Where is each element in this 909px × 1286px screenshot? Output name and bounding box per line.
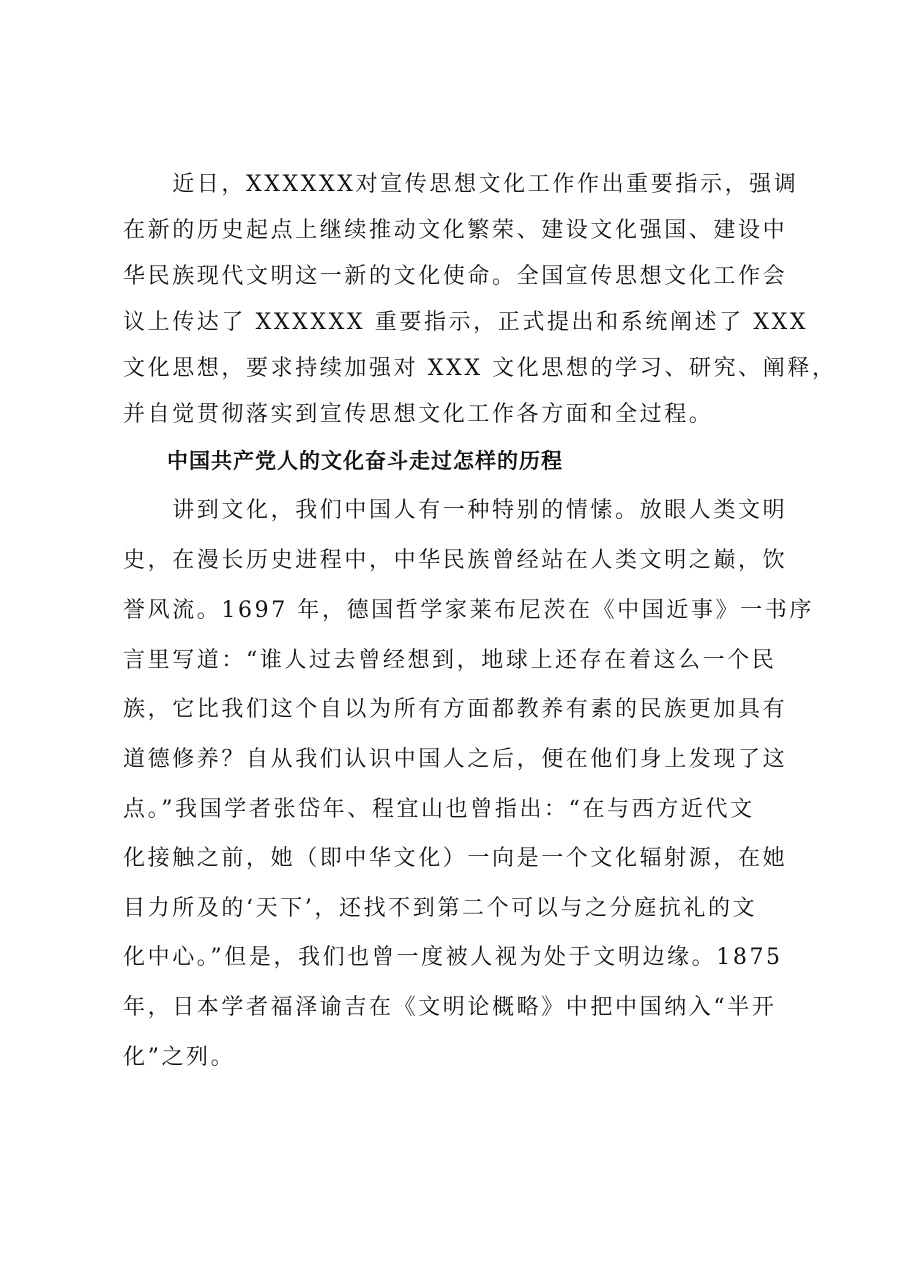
paragraph-1-line-3: 华民族现代文明这一新的文化使命。全国宣传思想文化工作会	[123, 264, 788, 289]
paragraph-2-line-7: 点。”我国学者张岱年、程宜山也曾指出：“在与西方近代文	[123, 797, 755, 822]
paragraph-1-line-5: 文化思想，要求持续加强对 XXX 文化思想的学习、研究、阐释，	[123, 356, 837, 381]
paragraph-1-line-2: 在新的历史起点上继续推动文化繁荣、建设文化强国、建设中	[123, 218, 788, 243]
paragraph-2-line-6: 道德修养？自从我们认识中国人之后，便在他们身上发现了这	[123, 747, 788, 772]
paragraph-2-line-9: 目力所及的‘天下’，还找不到第二个可以与之分庭抗礼的文	[123, 896, 758, 921]
paragraph-2-line-3: 誉风流。1697 年，德国哲学家莱布尼茨在《中国近事》一书序	[123, 598, 814, 623]
paragraph-2-line-10: 化中心。”但是，我们也曾一度被人视为处于文明边缘。1875	[123, 945, 783, 970]
paragraph-2-line-12: 化”之列。	[123, 1045, 236, 1070]
paragraph-2-line-8: 化接触之前，她（即中华文化）一向是一个文化辐射源，在她	[123, 846, 788, 871]
paragraph-2-line-4: 言里写道：“谁人过去曾经想到，地球上还存在着这么一个民	[123, 648, 777, 673]
paragraph-2-line-5: 族，它比我们这个自以为所有方面都教养有素的民族更加具有	[123, 697, 788, 722]
paragraph-2-line-1: 讲到文化，我们中国人有一种特别的情愫。放眼人类文明	[123, 498, 788, 523]
paragraph-1-line-4: 议上传达了 XXXXXX 重要指示，正式提出和系统阐述了 XXX	[123, 310, 809, 335]
section-heading: 中国共产党人的文化奋斗走过怎样的历程	[123, 449, 563, 473]
paragraph-1-line-1: 近日，XXXXXX对宣传思想文化工作作出重要指示，强调	[123, 172, 799, 197]
paragraph-2-line-11: 年，日本学者福泽谕吉在《文明论概略》中把中国纳入“半开	[123, 995, 777, 1020]
paragraph-2-line-2: 史，在漫长历史进程中，中华民族曾经站在人类文明之巅，饮	[123, 548, 788, 573]
paragraph-1-line-6: 并自觉贯彻落实到宣传思想文化工作各方面和全过程。	[123, 402, 714, 427]
